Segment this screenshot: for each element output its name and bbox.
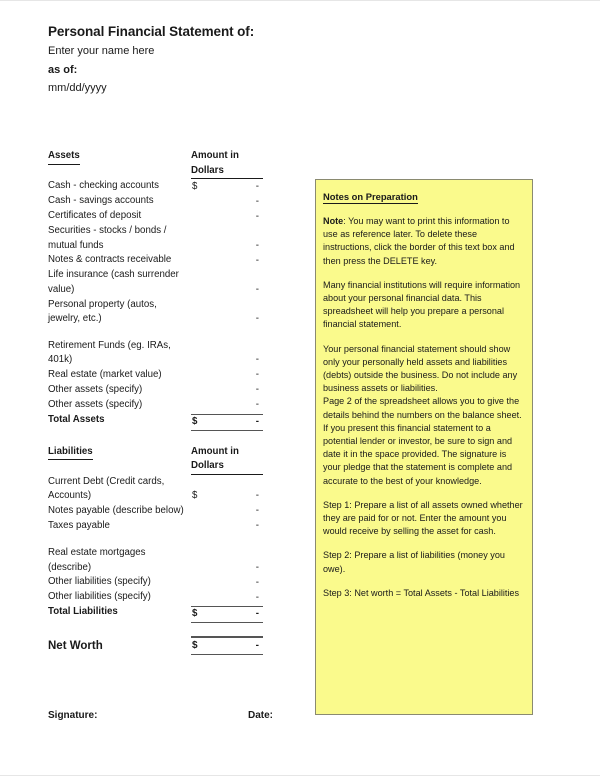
amount-value: -: [255, 520, 259, 532]
net-worth-spacer: [48, 623, 263, 636]
table-row: [48, 519, 263, 534]
financial-table: [48, 149, 263, 655]
document-header: [48, 23, 468, 96]
currency-symbol: $: [192, 490, 198, 502]
notes-step-3: Step 3: Net worth = Total Assets - Total Liabilities: [323, 587, 520, 598]
amount-value: -: [255, 313, 259, 325]
total-assets-amount: [191, 414, 263, 431]
currency-symbol: [191, 576, 192, 591]
net-worth-label: Net Worth: [48, 639, 103, 652]
table-row: [48, 575, 263, 590]
currency-symbol: $: [192, 608, 198, 620]
row-label: Securities - stocks / bonds / mutual funds: [48, 225, 167, 251]
currency-symbol: $: [192, 639, 198, 651]
row-amount[interactable]: [191, 519, 263, 534]
row-amount[interactable]: [191, 283, 263, 298]
table-row: [48, 253, 263, 268]
row-amount[interactable]: [191, 368, 263, 383]
table-row: [48, 398, 263, 413]
table-row: [48, 339, 263, 368]
row-amount[interactable]: [191, 504, 263, 519]
amount-value: -: [255, 369, 259, 381]
notes-paragraph-2: Many financial institutions will require information about your personal financial data. This spreadsheet will help you prepare a personal financial statement.: [323, 279, 521, 330]
row-amount[interactable]: [191, 353, 263, 368]
row-amount[interactable]: [191, 383, 263, 398]
currency-symbol: [191, 368, 192, 383]
table-row: [48, 546, 263, 575]
amount-value: -: [255, 180, 259, 192]
row-amount[interactable]: [191, 576, 263, 591]
table-row: [48, 224, 263, 253]
section-spacer: [48, 431, 263, 445]
total-assets-label: Total Assets: [48, 413, 105, 425]
table-row: [48, 368, 263, 383]
page-title: Personal Financial Statement of:: [48, 24, 255, 39]
notes-paragraph-3: Your personal financial statement should show only your personally held assets and liabilities (debts) outside the business. Do not include any business assets or liabilities.: [323, 343, 518, 394]
signature-date-label: Date:: [247, 710, 273, 721]
notes-paragraph-5: If you present this financial statement to a potential lender or investor, be sure to sign and date it in the space provided. The signature is your pledge that the statement is complete and accurate to the best of your knowledge.: [323, 422, 513, 486]
row-label: Other assets (specify): [48, 383, 143, 395]
notes-paragraph-4: Page 2 of the spreadsheet allows you to give the details behind the numbers on the balance sheet.: [323, 396, 522, 420]
total-liabilities-amount: [191, 606, 263, 623]
currency-symbol: [191, 353, 192, 368]
notes-step-2: Step 2: Prepare a list of liabilities (money you owe).: [323, 550, 505, 574]
table-row: [48, 194, 263, 209]
date-field-placeholder[interactable]: mm/dd/yyyy: [48, 82, 107, 94]
note-paragraph-1-text: : You may want to print this information to use as reference later. To delete these instructions, click the border of this text box and then press the DELETE key.: [323, 216, 515, 266]
row-label: Other assets (specify): [48, 398, 143, 410]
amount-value: -: [255, 195, 259, 207]
row-label: Taxes payable: [48, 519, 110, 531]
amount-value: -: [255, 283, 259, 295]
notes-title: Notes on Preparation: [323, 191, 418, 202]
table-row: [48, 475, 263, 504]
row-amount[interactable]: [191, 312, 263, 327]
as-of-label: as of:: [48, 64, 78, 76]
amount-value: -: [255, 354, 259, 366]
assets-section-header: Assets: [48, 149, 80, 165]
amount-value: -: [255, 415, 259, 427]
currency-symbol: [191, 519, 192, 534]
amount-value: -: [255, 490, 259, 502]
currency-symbol: $: [192, 180, 198, 192]
amount-value: -: [255, 210, 259, 222]
amount-value: -: [255, 608, 259, 620]
row-amount[interactable]: [191, 195, 263, 210]
amount-value: -: [255, 639, 259, 651]
currency-symbol: [191, 283, 192, 298]
table-row: [48, 504, 263, 519]
signature-area: [48, 709, 273, 723]
assets-section-header-cell: [48, 149, 191, 165]
table-row: [48, 590, 263, 605]
currency-symbol: [191, 383, 192, 398]
row-amount[interactable]: [191, 398, 263, 413]
currency-symbol: [191, 210, 192, 225]
assets-amount-header-cell: [191, 149, 263, 179]
currency-symbol: [191, 312, 192, 327]
table-row: [48, 209, 263, 224]
amount-value: -: [255, 561, 259, 573]
liabilities-group-spacer: [48, 534, 263, 546]
amount-value: -: [255, 254, 259, 266]
row-label: Life insurance (cash surrender value): [48, 269, 179, 295]
amount-value: -: [255, 591, 259, 603]
liabilities-header-row: [48, 445, 263, 475]
row-label: Personal property (autos, jewelry, etc.): [48, 298, 157, 325]
currency-symbol: $: [192, 415, 198, 427]
amount-value: -: [255, 505, 259, 517]
liabilities-section-header: Liabilities: [48, 445, 93, 461]
row-label: Real estate mortgages (describe): [48, 546, 146, 573]
table-row: [48, 179, 263, 194]
liabilities-amount-header: Amount in Dollars: [191, 445, 263, 475]
total-assets-row: [48, 413, 263, 431]
row-label: Other liabilities (specify): [48, 591, 151, 603]
row-label: Other liabilities (specify): [48, 576, 151, 588]
currency-symbol: [191, 239, 192, 254]
row-label: Certificates of deposit: [48, 210, 142, 222]
row-label: Cash - savings accounts: [48, 195, 154, 207]
table-row: [48, 298, 263, 327]
net-worth-amount: [191, 637, 263, 655]
table-row: [48, 268, 263, 297]
row-amount[interactable]: [191, 254, 263, 269]
row-label: Current Debt (Credit cards, Accounts): [48, 475, 165, 502]
currency-symbol: [191, 398, 192, 413]
amount-value: -: [255, 399, 259, 411]
notes-paragraph-1: [323, 215, 525, 268]
amount-value: -: [255, 239, 259, 251]
row-amount[interactable]: [191, 180, 263, 195]
currency-symbol: [191, 504, 192, 519]
row-label: Real estate (market value): [48, 368, 162, 380]
row-label: Retirement Funds (eg. IRAs, 401k): [48, 339, 171, 366]
liabilities-amount-header-cell: [191, 445, 263, 475]
row-amount[interactable]: [191, 489, 263, 504]
currency-symbol: [191, 561, 192, 576]
assets-header-row: [48, 149, 263, 179]
notes-step-1: Step 1: Prepare a list of all assets owned whether they are paid for or not. Enter the amount you would receive by selling the asset for cash.: [323, 499, 523, 537]
row-amount[interactable]: [191, 591, 263, 606]
table-row: [48, 383, 263, 398]
amount-value: -: [255, 576, 259, 588]
net-worth-row: [48, 637, 263, 655]
liabilities-section-header-cell: [48, 445, 191, 461]
row-amount[interactable]: [191, 561, 263, 576]
amount-value: -: [255, 384, 259, 396]
total-liabilities-row: [48, 605, 263, 623]
currency-symbol: [191, 195, 192, 210]
row-label: Notes payable (describe below): [48, 504, 184, 516]
signature-label: Signature:: [48, 710, 98, 721]
note-bold-prefix: Note: [323, 216, 344, 226]
row-amount[interactable]: [191, 239, 263, 254]
currency-symbol: [191, 254, 192, 269]
total-liabilities-label: Total Liabilities: [48, 606, 118, 618]
assets-group-spacer: [48, 327, 263, 339]
row-label: Cash - checking accounts: [48, 180, 159, 192]
assets-amount-header: Amount in Dollars: [191, 149, 263, 179]
row-amount[interactable]: [191, 210, 263, 225]
name-field-placeholder[interactable]: Enter your name here: [48, 45, 155, 57]
currency-symbol: [191, 591, 192, 606]
notes-on-preparation-box[interactable]: [315, 179, 533, 715]
row-label: Notes & contracts receivable: [48, 254, 172, 266]
